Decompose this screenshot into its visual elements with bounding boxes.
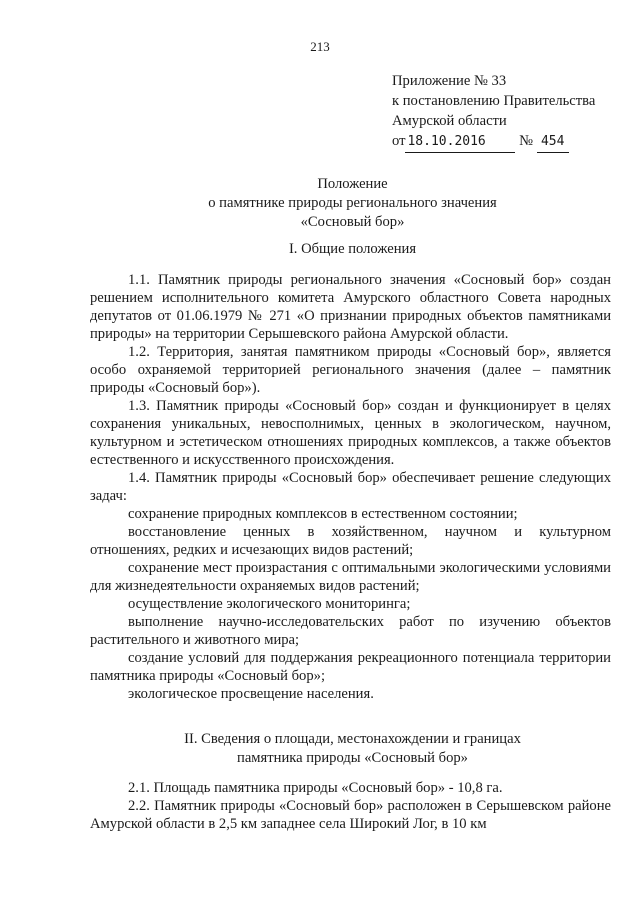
- task-item: сохранение мест произрастания с оптимальными экологическими условиями для жизнедеятельности охраняемых видов растений;: [90, 560, 611, 594]
- appendix-date-line: [392, 131, 628, 153]
- task-item: восстановление ценных в хозяйственном, научном и культурном отношениях, редких и исчезающих видов растений;: [90, 524, 611, 558]
- section-1-heading: I. Общие положения: [288, 241, 417, 257]
- section-2-heading-line-1: II. Сведения о площади, местонахождении и границах: [184, 731, 521, 747]
- section-2-heading: [0, 730, 640, 768]
- page-number: 213: [310, 39, 330, 54]
- appendix-line-3: Амурской области: [392, 113, 507, 129]
- section-2-body: [90, 779, 611, 833]
- title-line-2: о памятнике природы регионального значения: [208, 195, 497, 211]
- document-number: 454: [537, 132, 569, 153]
- task-item: создание условий для поддержания рекреационного потенциала территории памятника природы «Сосновый бор»;: [90, 650, 611, 684]
- appendix-line-2: к постановлению Правительства: [392, 93, 596, 109]
- task-item: экологическое просвещение населения.: [128, 686, 374, 702]
- section-2-heading-line-2: памятника природы «Сосновый бор»: [237, 750, 468, 766]
- paragraph-1-1: 1.1. Памятник природы регионального значения «Сосновый бор» создан решением исполнительного комитета Амурского областного Совета народных депутатов от 01.06.1979 № 271 «О признании природных объектов памятниками природы» на территории Серышевского района Амурской области.: [90, 272, 611, 342]
- task-item: выполнение научно-исследовательских работ по изучению объектов растительного и животного мира;: [90, 614, 611, 648]
- section-1-body: [90, 271, 611, 703]
- task-item: осуществление экологического мониторинга;: [128, 596, 411, 612]
- paragraph-2-2: 2.2. Памятник природы «Сосновый бор» расположен в Серышевском районе Амурской области в 2,5 км западнее села Широкий Лог, в 10 км: [90, 798, 611, 832]
- task-item: сохранение природных комплексов в естественном состоянии;: [128, 506, 518, 522]
- date-prefix: от: [392, 133, 406, 149]
- paragraph-2-1: 2.1. Площадь памятника природы «Сосновый бор» - 10,8 га.: [128, 780, 503, 796]
- paragraph-1-2: 1.2. Территория, занятая памятником природы «Сосновый бор», является особо охраняемой территорией регионального значения (далее – памятник природы «Сосновый бор»).: [90, 344, 611, 396]
- title-line-1: Положение: [317, 176, 388, 192]
- document-title: [0, 175, 640, 232]
- document-date: 18.10.2016: [405, 132, 515, 153]
- appendix-line-1: Приложение № 33: [392, 73, 507, 89]
- paragraph-1-3: 1.3. Памятник природы «Сосновый бор» создан и функционирует в целях сохранения уникальных, невосполнимых, ценных в экологическом, научном, культурном и эстетическом отношениях природных комплексов, а также объектов естественного и искусственного происхождения.: [90, 398, 611, 468]
- title-line-3: «Сосновый бор»: [300, 214, 405, 230]
- paragraph-1-4: 1.4. Памятник природы «Сосновый бор» обеспечивает решение следующих задач:: [90, 470, 611, 504]
- number-prefix: №: [519, 133, 534, 149]
- appendix-block: [392, 71, 628, 153]
